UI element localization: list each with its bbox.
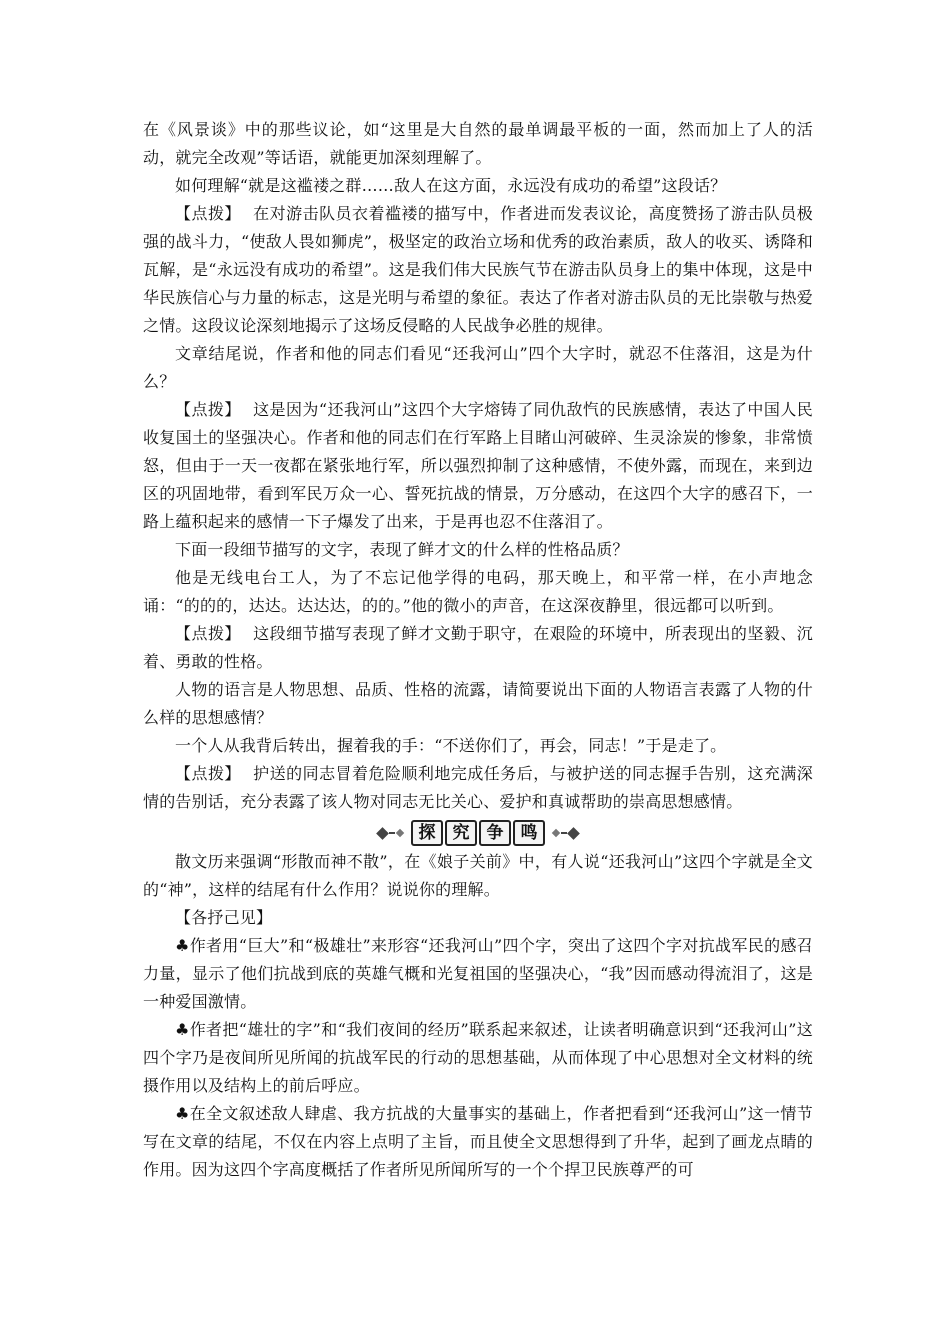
section-heading-inquiry	[143, 818, 813, 848]
tip-1-text: 在对游击队员衣着褴褛的描写中，作者进而发表议论，高度赞扬了游击队员极强的战斗力，“使敌人畏如狮虎”，极坚定的政治立场和优秀的政治素质，敌人的收买、诱降和瓦解，是“永远没有成功的希望”。这是我们伟大民族气节在游击队员身上的集中体现，这是中华民族信心与力量的标志，这是光明与希望的象征。表达了作者对游击队员的无比崇敬与热爱之情。这段议论深刻地揭示了这场反侵略的人民战争必胜的规律。	[143, 204, 813, 335]
tip-3-text: 这段细节描写表现了鲜才文勤于职守，在艰险的环境中，所表现出的坚毅、沉着、勇敢的性格。	[143, 624, 813, 671]
tip-2	[143, 396, 813, 536]
heading-char: 究	[445, 820, 477, 846]
tip-4-text: 护送的同志冒着危险顺利地完成任务后，与被护送的同志握手告别，这充满深情的告别话，充分表露了该人物对同志无比关心、爱护和真诚帮助的崇高思想感情。	[143, 764, 813, 811]
tip-label: 【点拨】	[175, 204, 241, 223]
heading-char: 鸣	[513, 820, 545, 846]
diamond-ornament-left-icon	[378, 829, 403, 838]
quote-3: 他是无线电台工人，为了不忘记他学得的电码，那天晚上，和平常一样，在小声地念诵：“的的的，达达。达达达，的的。”他的微小的声音，在这深夜静里，很远都可以听到。	[143, 568, 813, 615]
question-4: 人物的语言是人物思想、品质、性格的流露，请简要说出下面的人物语言表露了人物的什么样的思想感情？	[143, 680, 813, 727]
tip-4	[143, 760, 813, 816]
opinion-2	[143, 1016, 813, 1100]
quote-4: 一个人从我背后转出，握着我的手：“不送你们了，再会，同志！”于是走了。	[175, 736, 727, 755]
diamond-ornament-right-icon	[553, 829, 578, 838]
question-3: 下面一段细节描写的文字，表现了鲜才文的什么样的性格品质？	[175, 540, 629, 559]
tip-2-text: 这是因为“还我河山”这四个大字熔铸了同仇敌忾的民族感情，表达了中国人民收复国土的坚强决心。作者和他的同志们在行军路上目睹山河破碎、生灵涂炭的惨象，非常愤怒，但由于一天一夜都在紧张地行军，所以强烈抑制了这种感情，不使外露，而现在，来到边区的巩固地带，看到军民万众一心、誓死抗战的情景，万分感动，在这四个大字的感召下，一路上蕴积起来的感情一下子爆发了出来，于是再也忍不住落泪了。	[143, 400, 813, 531]
tip-3	[143, 620, 813, 676]
tip-label: 【点拨】	[175, 400, 241, 419]
club-suit-icon: ♣	[175, 1020, 190, 1039]
opinion-text: 作者用“巨大”和“极雄壮”来形容“还我河山”四个字，突出了这四个字对抗战军民的感召力量，显示了他们抗战到底的英雄气概和光复祖国的坚强决心，“我”因而感动得流泪了，这是一种爱国激情。	[143, 936, 814, 1011]
club-suit-icon: ♣	[175, 936, 190, 955]
opinion-text: 在全文叙述敌人肆虐、我方抗战的大量事实的基础上，作者把看到“还我河山”这一情节写在文章的结尾，不仅在内容上点明了主旨，而且使全文思想得到了升华，起到了画龙点睛的作用。因为这四个字高度概括了作者所见所闻所写的一个个捍卫民族尊严的可	[143, 1104, 813, 1179]
tip-1	[143, 200, 813, 340]
paragraph-continued: 在《风景谈》中的那些议论，如“这里是大自然的最单调最平板的一面，然而加上了人的活动，就完全改观”等话语，就能更加深刻理解了。	[143, 120, 813, 167]
club-suit-icon: ♣	[175, 1104, 190, 1123]
opinion-3	[143, 1100, 813, 1184]
document-page	[143, 116, 813, 1184]
question-1: 如何理解“就是这褴褛之群……敌人在这方面，永远没有成功的希望”这段话？	[175, 176, 727, 195]
question-2: 文章结尾说，作者和他的同志们看见“还我河山”四个大字时，就忍不住落泪，这是为什么？	[143, 344, 813, 391]
tip-label: 【点拨】	[175, 764, 241, 783]
tip-label: 【点拨】	[175, 624, 241, 643]
opinion-text: 作者把“雄壮的字”和“我们夜间的经历”联系起来叙述，让读者明确意识到“还我河山”这四个字乃是夜间所见所闻的抗战军民的行动的思想基础，从而体现了中心思想对全文材料的统摄作用以及结构上的前后呼应。	[143, 1020, 814, 1095]
opinions-label: 【各抒己见】	[175, 908, 273, 927]
opinion-1	[143, 932, 813, 1016]
section-heading-title	[411, 820, 545, 846]
heading-char: 争	[479, 820, 511, 846]
heading-char: 探	[411, 820, 443, 846]
inquiry-question: 散文历来强调“形散而神不散”，在《娘子关前》中，有人说“还我河山”这四个字就是全文的“神”，这样的结尾有什么作用？说说你的理解。	[143, 852, 813, 899]
